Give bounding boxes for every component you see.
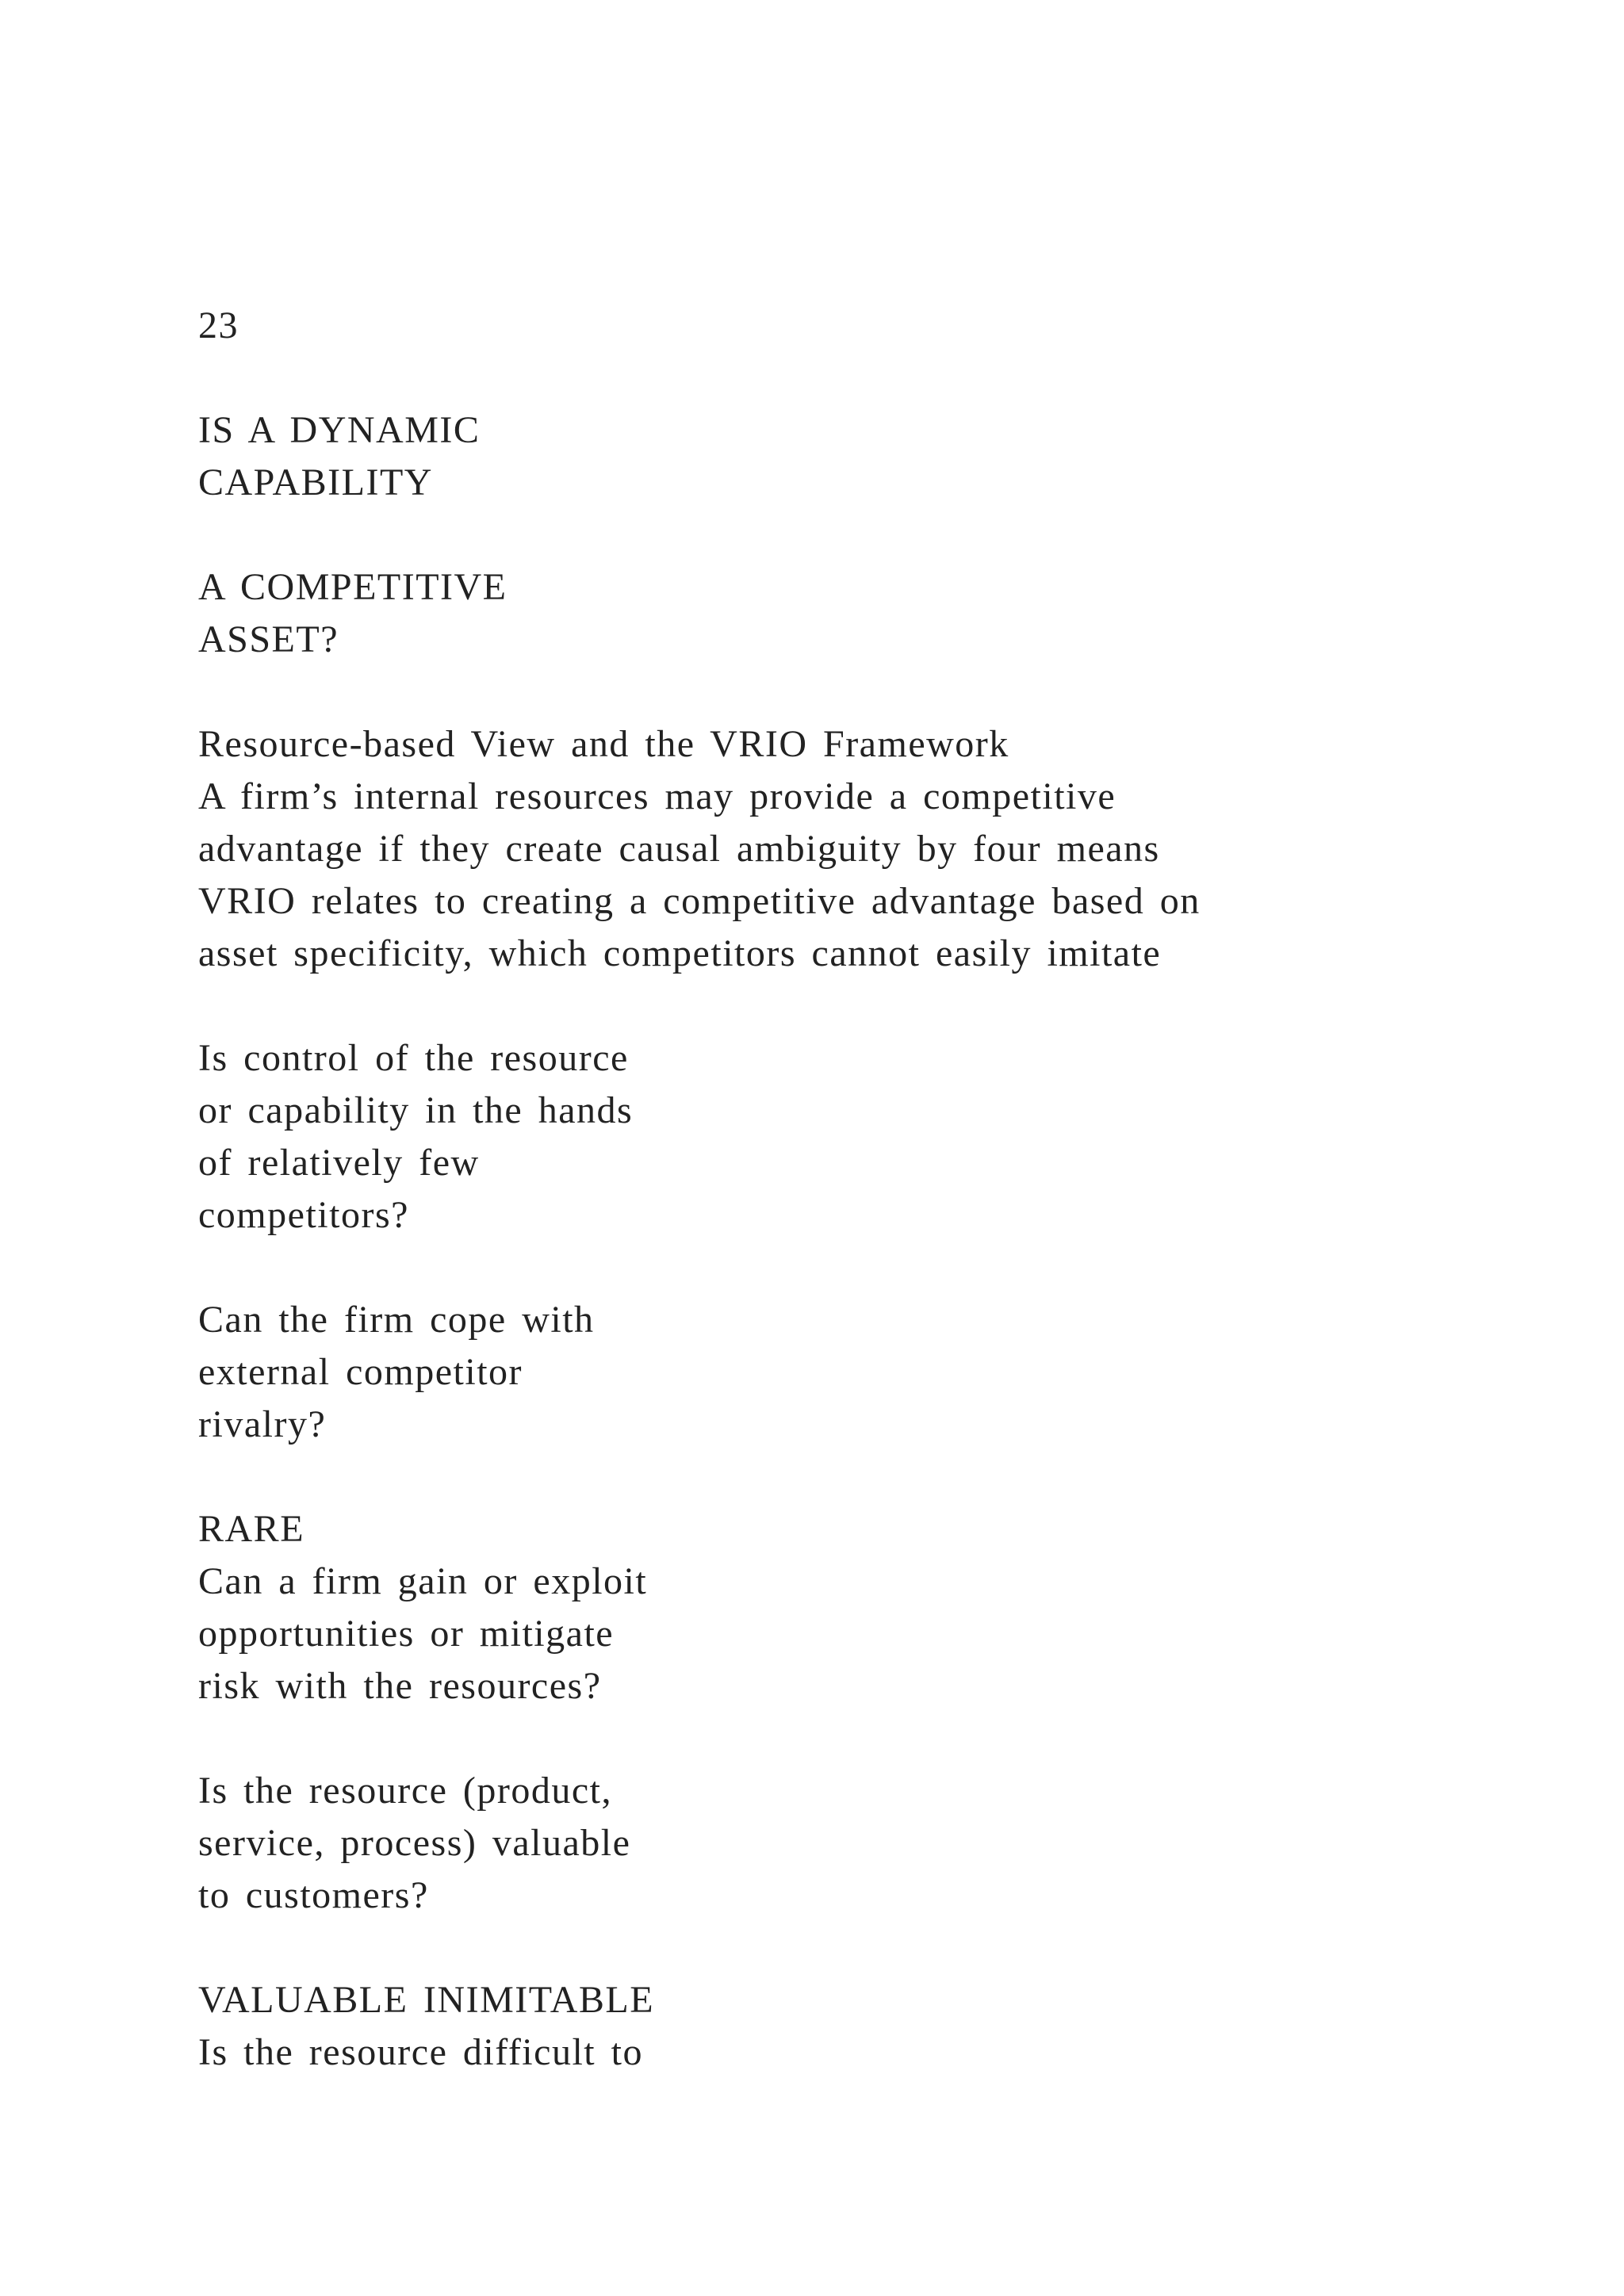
- question-valuable-line: Is the resource (product,: [198, 1770, 612, 1812]
- inimitable-question-line: Is the resource difficult to: [198, 2031, 643, 2073]
- valuable-inimitable-label: VALUABLE INIMITABLE: [198, 1979, 655, 2021]
- page-number-text: 23: [198, 304, 239, 346]
- question-control-line: of relatively few: [198, 1142, 480, 1184]
- question-rivalry-line: rivalry?: [198, 1403, 327, 1445]
- question-rivalry-line: external competitor: [198, 1351, 523, 1393]
- question-control-line: or capability in the hands: [198, 1089, 634, 1131]
- intro-line: A firm’s internal resources may provide a competitive: [198, 775, 1116, 817]
- intro-paragraph: [198, 718, 1201, 980]
- subheading-line: A COMPETITIVE: [198, 566, 508, 608]
- question-valuable: [198, 1765, 630, 1922]
- question-control: [198, 1032, 633, 1242]
- question-control-line: Is control of the resource: [198, 1037, 629, 1079]
- rare-label: RARE: [198, 1508, 305, 1550]
- subheading: [198, 561, 507, 666]
- question-rivalry: [198, 1294, 595, 1451]
- rare-question-line: risk with the resources?: [198, 1665, 602, 1707]
- final-block: [198, 1974, 654, 2079]
- rare-question-line: Can a firm gain or exploit: [198, 1560, 648, 1602]
- question-valuable-line: to customers?: [198, 1874, 429, 1916]
- page-number: [198, 300, 239, 352]
- rare-block: [198, 1503, 647, 1712]
- question-rivalry-line: Can the firm cope with: [198, 1299, 595, 1341]
- intro-line: Resource-based View and the VRIO Framework: [198, 723, 1009, 765]
- heading: [198, 404, 480, 509]
- subheading-line: ASSET?: [198, 618, 339, 660]
- rare-question-line: opportunities or mitigate: [198, 1613, 615, 1655]
- question-control-line: competitors?: [198, 1194, 409, 1236]
- intro-line: asset specificity, which competitors cannot easily imitate: [198, 932, 1162, 974]
- question-valuable-line: service, process) valuable: [198, 1822, 631, 1864]
- intro-line: VRIO relates to creating a competitive advantage based on: [198, 880, 1201, 922]
- intro-line: advantage if they create causal ambiguity by four means: [198, 828, 1160, 870]
- heading-line: CAPABILITY: [198, 461, 433, 503]
- heading-line: IS A DYNAMIC: [198, 409, 481, 451]
